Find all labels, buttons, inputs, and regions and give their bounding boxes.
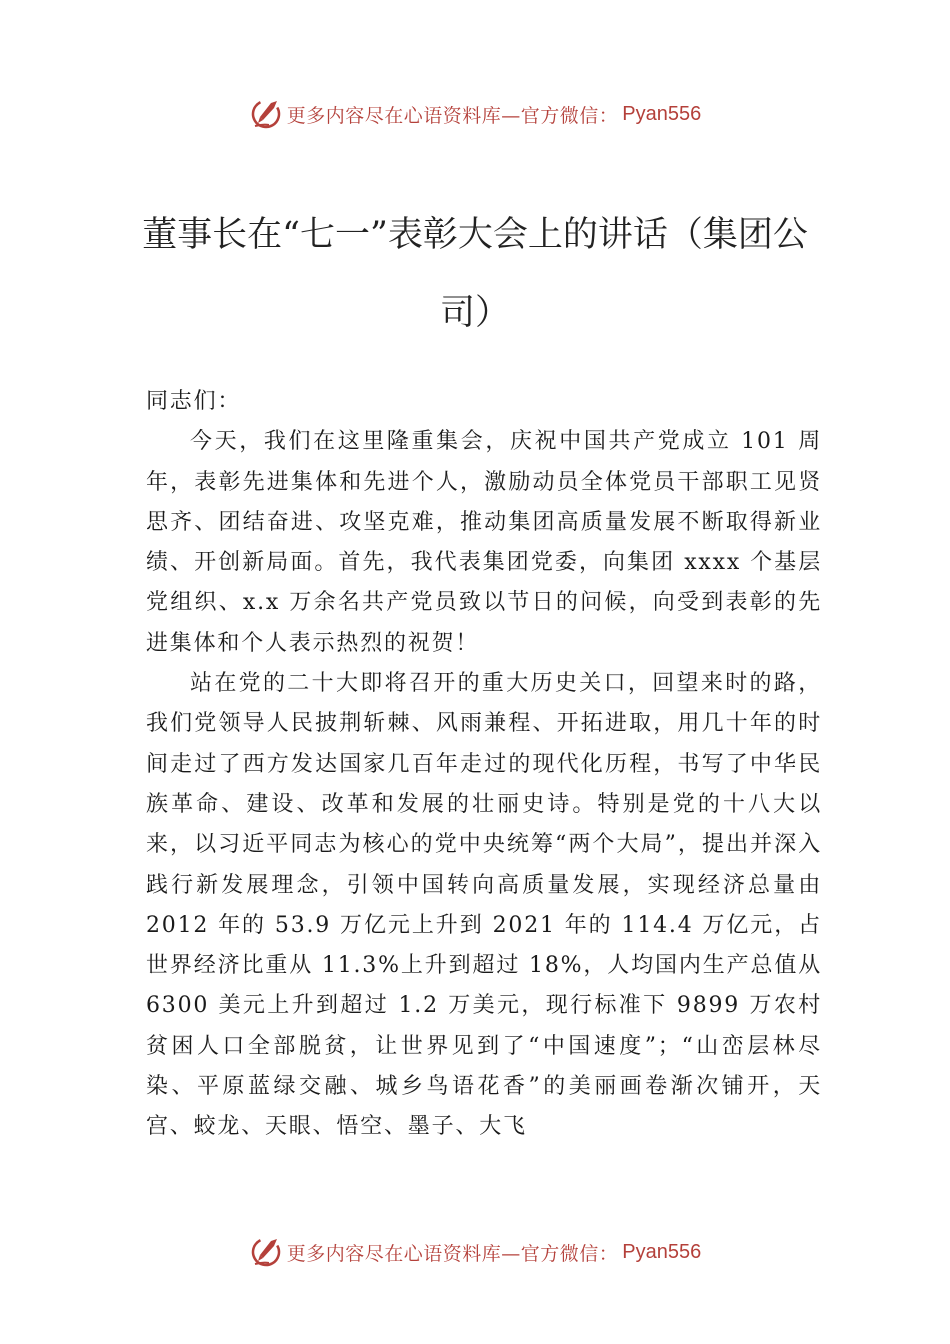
header-watermark-banner bbox=[0, 94, 950, 134]
banner-text: 更多内容尽在心语资料库—官方微信： bbox=[286, 104, 619, 127]
pen-logo-icon bbox=[249, 97, 283, 131]
document-title: 董事长在“七一”表彰大会上的讲话（集团公司） bbox=[142, 215, 808, 333]
footer-watermark-banner bbox=[0, 1232, 950, 1272]
paragraph-2: 站在党的二十大即将召开的重大历史关口，回望来时的路，我们党领导人民披荆斩棘、风雨兼程、开拓进取，用几十年的时间走过了西方发达国家几百年走过的现代化历程，书写了中华民族革命、建设、改革和发展的壮丽史诗。特别是党的十八大以来，以习近平同志为核心的党中央统筹“两个大局”，提出并深入践行新发展理念，引领中国转向高质量发展，实现经济总量由 2012 年的 53.9 万亿元上升到 2021 年的 114.4 万亿元，占世界经济比重从 11.3%上升到超过 18%，人均国内生产总值从 6300 美元上升到超过 1.2 万美元，现行标准下 9899 万农村贫困人口全部脱贫，让世界见到了“中国速度”；“山峦层林尽染、平原蓝绿交融、城乡鸟语花香”的美丽画卷渐次铺开，天宫、蛟龙、天眼、悟空、墨子、大飞 bbox=[146, 671, 822, 1140]
banner-wechat-handle: Pyan556 bbox=[622, 1240, 702, 1263]
pen-logo-icon bbox=[249, 1235, 283, 1269]
paragraph-1: 今天，我们在这里隆重集会，庆祝中国共产党成立 101 周年，表彰先进集体和先进个人，激励动员全体党员干部职工见贤思齐、团结奋进、攻坚克难，推动集团高质量发展不断取得新业绩、开创新局面。首先，我代表集团党委，向集团 xxxx 个基层党组织、x.x 万余名共产党员致以节日的问候，向受到表彰的先进集体和个人表示热烈的祝贺！ bbox=[146, 429, 822, 656]
document-body bbox=[146, 382, 822, 1148]
banner-text: 更多内容尽在心语资料库—官方微信： bbox=[286, 1242, 619, 1265]
greeting: 同志们： bbox=[146, 389, 242, 414]
banner-wechat-handle: Pyan556 bbox=[622, 102, 702, 125]
